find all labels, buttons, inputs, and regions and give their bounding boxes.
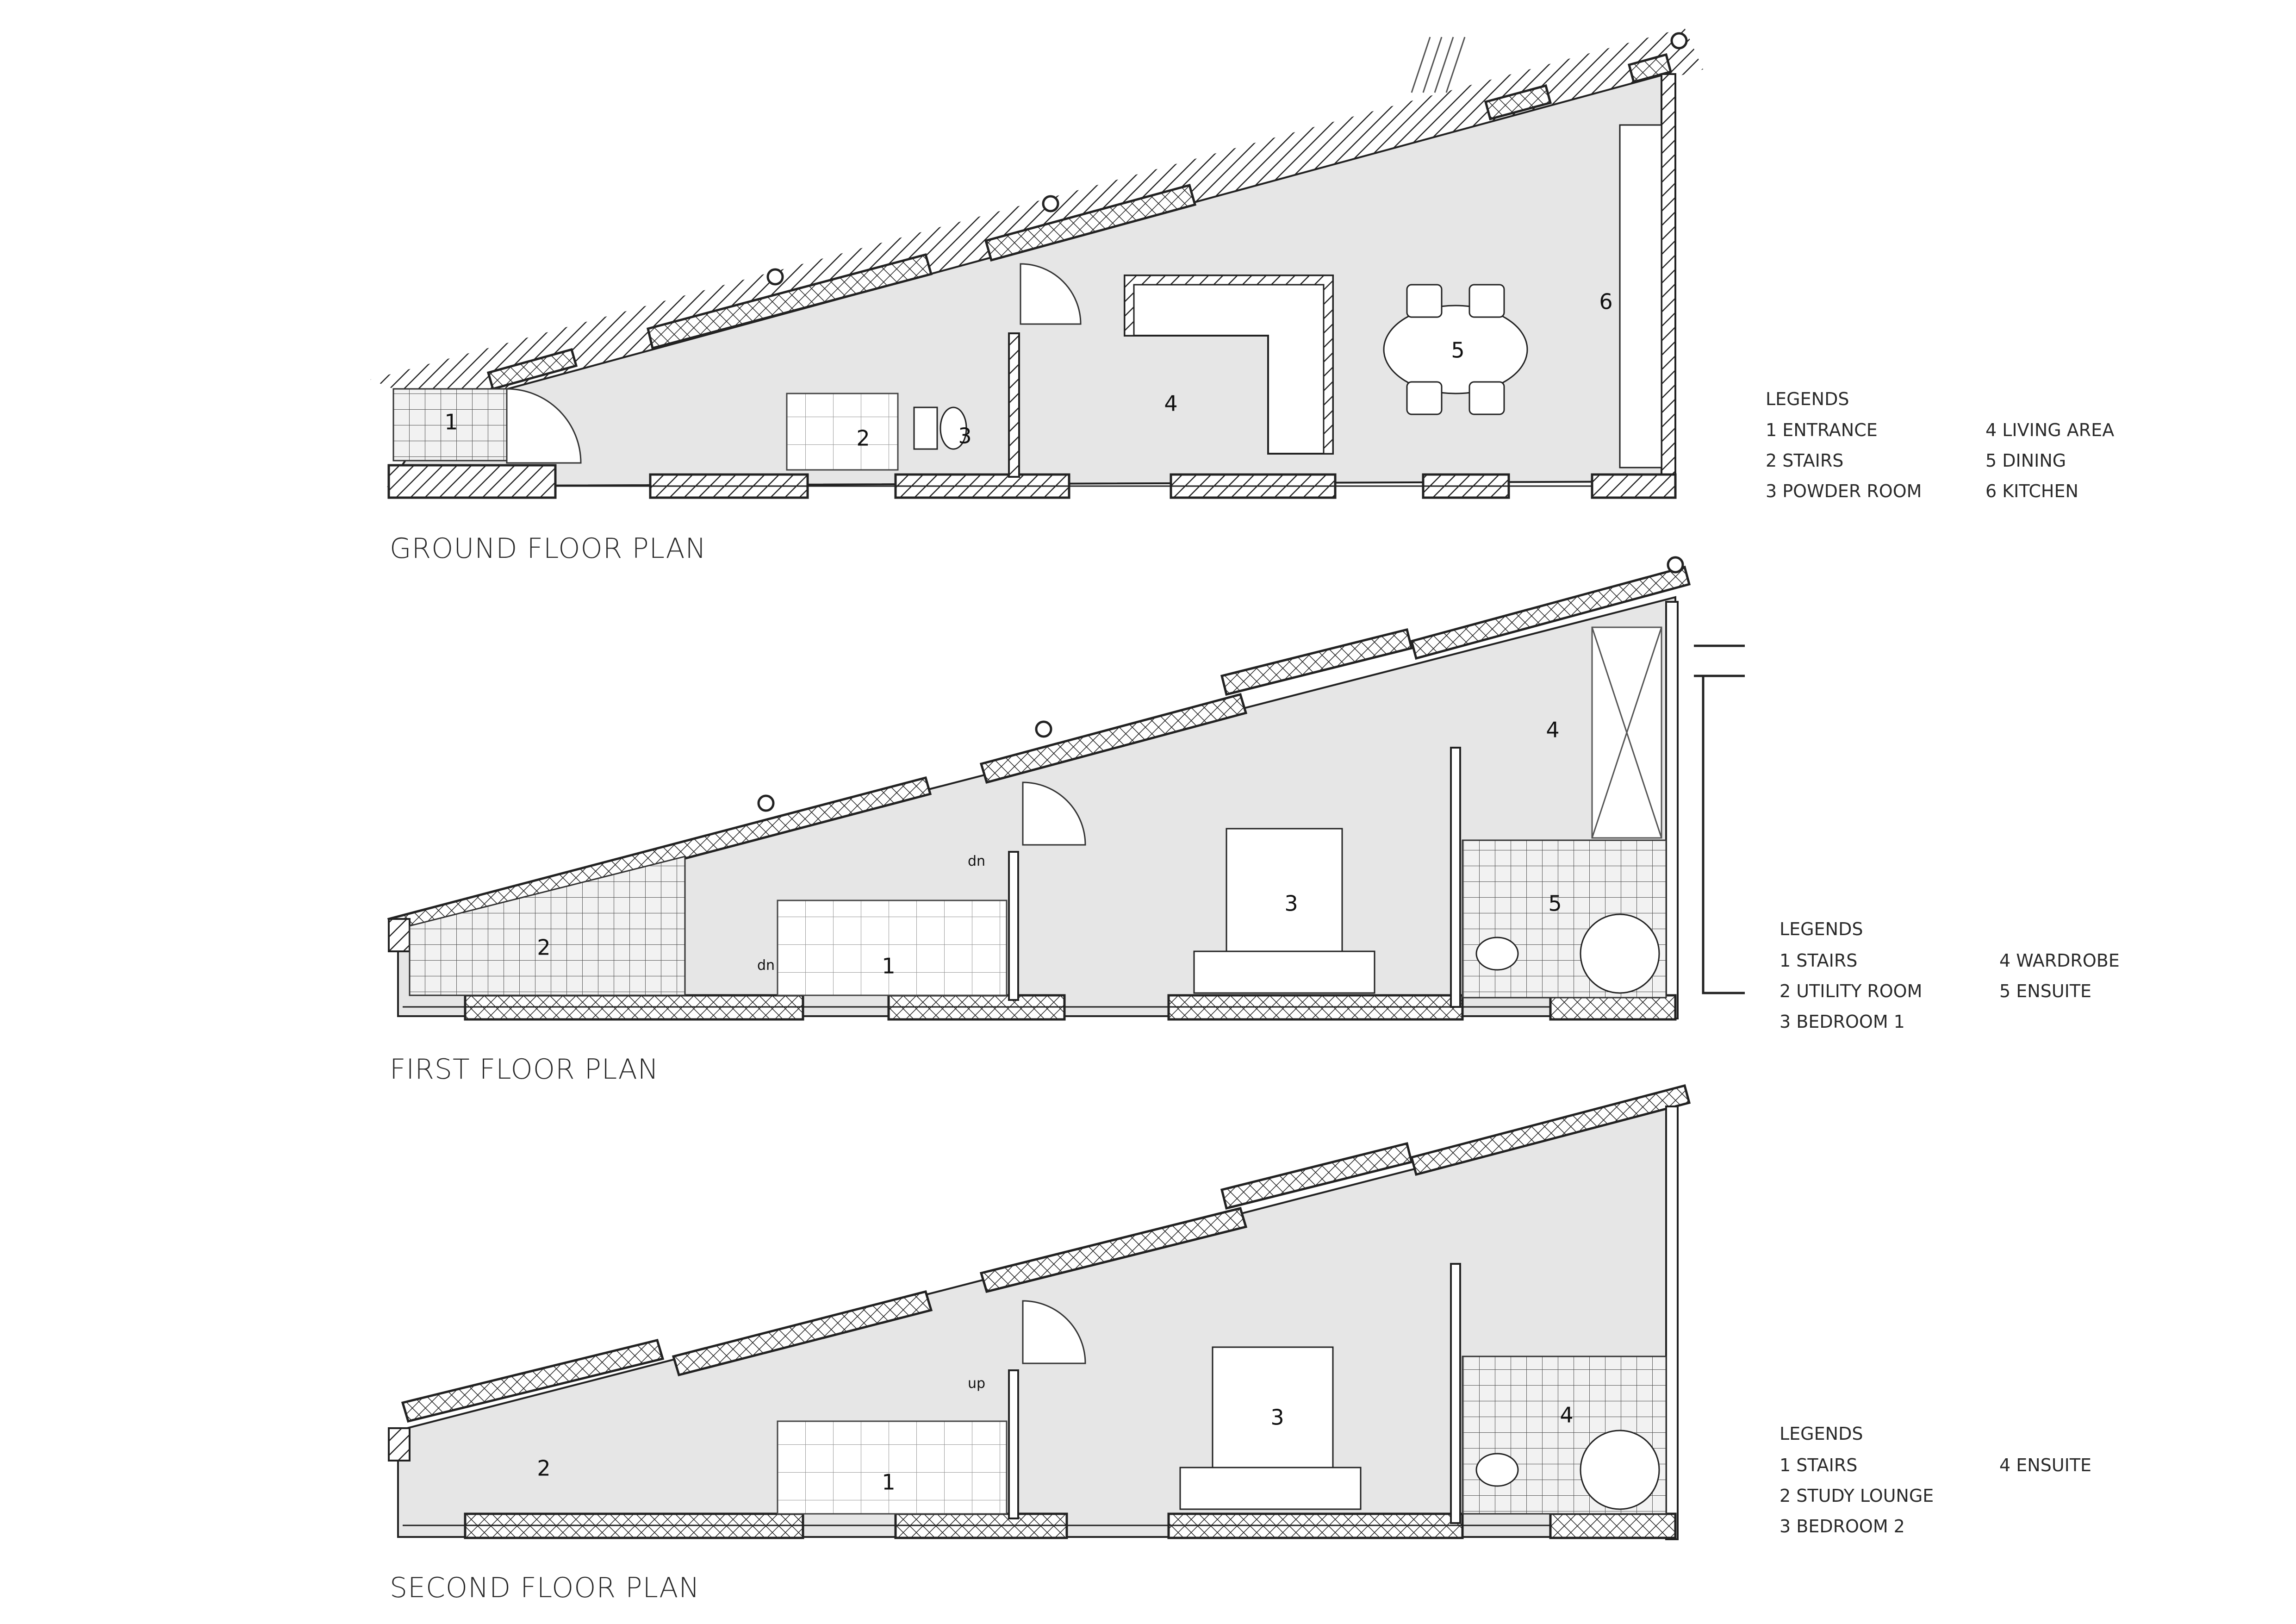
second-room-3-label: 3 bbox=[1270, 1405, 1284, 1430]
second-floor-plan bbox=[389, 1086, 2091, 1604]
ground-legend-heading: LEGENDS bbox=[1766, 389, 1849, 409]
ground-room-2-label: 2 bbox=[856, 425, 870, 451]
first-room-2-label: 2 bbox=[537, 935, 551, 960]
first-stair-label-down: dn bbox=[967, 853, 986, 869]
first-legend-item-4: 4 WARDROBE bbox=[1999, 950, 2120, 971]
first-legend-item-2: 2 UTILITY ROOM bbox=[1780, 981, 1923, 1001]
second-room-2-label: 2 bbox=[537, 1455, 551, 1481]
second-room-1-label: 1 bbox=[882, 1469, 896, 1495]
second-legend-item-1: 1 STAIRS bbox=[1780, 1455, 1858, 1475]
first-legend-item-5: 5 ENSUITE bbox=[1999, 981, 2092, 1001]
first-east-wall bbox=[1666, 602, 1678, 1018]
first-room-5-label: 5 bbox=[1548, 891, 1562, 916]
ground-stairs bbox=[787, 394, 898, 470]
ground-plan-title: GROUND FLOOR PLAN bbox=[390, 532, 707, 565]
first-bed bbox=[1226, 829, 1342, 951]
ground-floor-plan bbox=[370, 28, 2114, 565]
ground-east-wall bbox=[1661, 74, 1675, 481]
second-legend-item-4: 4 ENSUITE bbox=[1999, 1455, 2092, 1475]
second-legend bbox=[1780, 1424, 2091, 1537]
first-legend-item-1: 1 STAIRS bbox=[1780, 950, 1858, 971]
first-room-3-label: 3 bbox=[1284, 891, 1298, 916]
first-floor-plan bbox=[389, 557, 2120, 1086]
second-plan-title: SECOND FLOOR PLAN bbox=[390, 1572, 700, 1604]
ground-room-4-label: 4 bbox=[1164, 391, 1178, 416]
ground-legend-item-4: 4 LIVING AREA bbox=[1985, 420, 2115, 440]
first-room-4-label: 4 bbox=[1546, 717, 1560, 743]
second-room-4-label: 4 bbox=[1560, 1402, 1574, 1428]
second-legend-heading: LEGENDS bbox=[1780, 1424, 1863, 1444]
first-stair-label-down-2: dn bbox=[757, 957, 775, 974]
second-legend-item-3: 3 BEDROOM 2 bbox=[1780, 1516, 1905, 1537]
ground-room-6-label: 6 bbox=[1599, 289, 1613, 314]
second-east-wall bbox=[1666, 1106, 1678, 1539]
first-stairs bbox=[778, 900, 1007, 995]
first-wardrobe bbox=[1592, 627, 1661, 838]
ground-legend-item-5: 5 DINING bbox=[1985, 450, 2066, 471]
second-legend-item-2: 2 STUDY LOUNGE bbox=[1780, 1486, 1934, 1506]
ground-legend bbox=[1766, 389, 2114, 501]
first-legend-item-3: 3 BEDROOM 1 bbox=[1780, 1012, 1905, 1032]
ground-kitchen-counter bbox=[1620, 125, 1661, 468]
ground-room-5-label: 5 bbox=[1451, 337, 1465, 363]
first-legend-heading: LEGENDS bbox=[1780, 919, 1863, 939]
first-room-1-label: 1 bbox=[882, 953, 896, 979]
ground-room-3-label: 3 bbox=[958, 423, 972, 449]
second-stair-label-up: up bbox=[967, 1375, 986, 1392]
ground-legend-item-1: 1 ENTRANCE bbox=[1766, 420, 1878, 440]
ground-legend-item-2: 2 STAIRS bbox=[1766, 450, 1844, 471]
ground-legend-item-3: 3 POWDER ROOM bbox=[1766, 481, 1922, 501]
ground-powder-room-wall bbox=[1009, 333, 1019, 477]
ground-room-1-label: 1 bbox=[444, 409, 458, 435]
ground-legend-item-6: 6 KITCHEN bbox=[1985, 481, 2078, 501]
first-legend bbox=[1780, 919, 2120, 1032]
second-stairs bbox=[778, 1421, 1007, 1514]
ground-roof-vents bbox=[1412, 37, 1465, 93]
first-plan-title: FIRST FLOOR PLAN bbox=[390, 1053, 659, 1086]
